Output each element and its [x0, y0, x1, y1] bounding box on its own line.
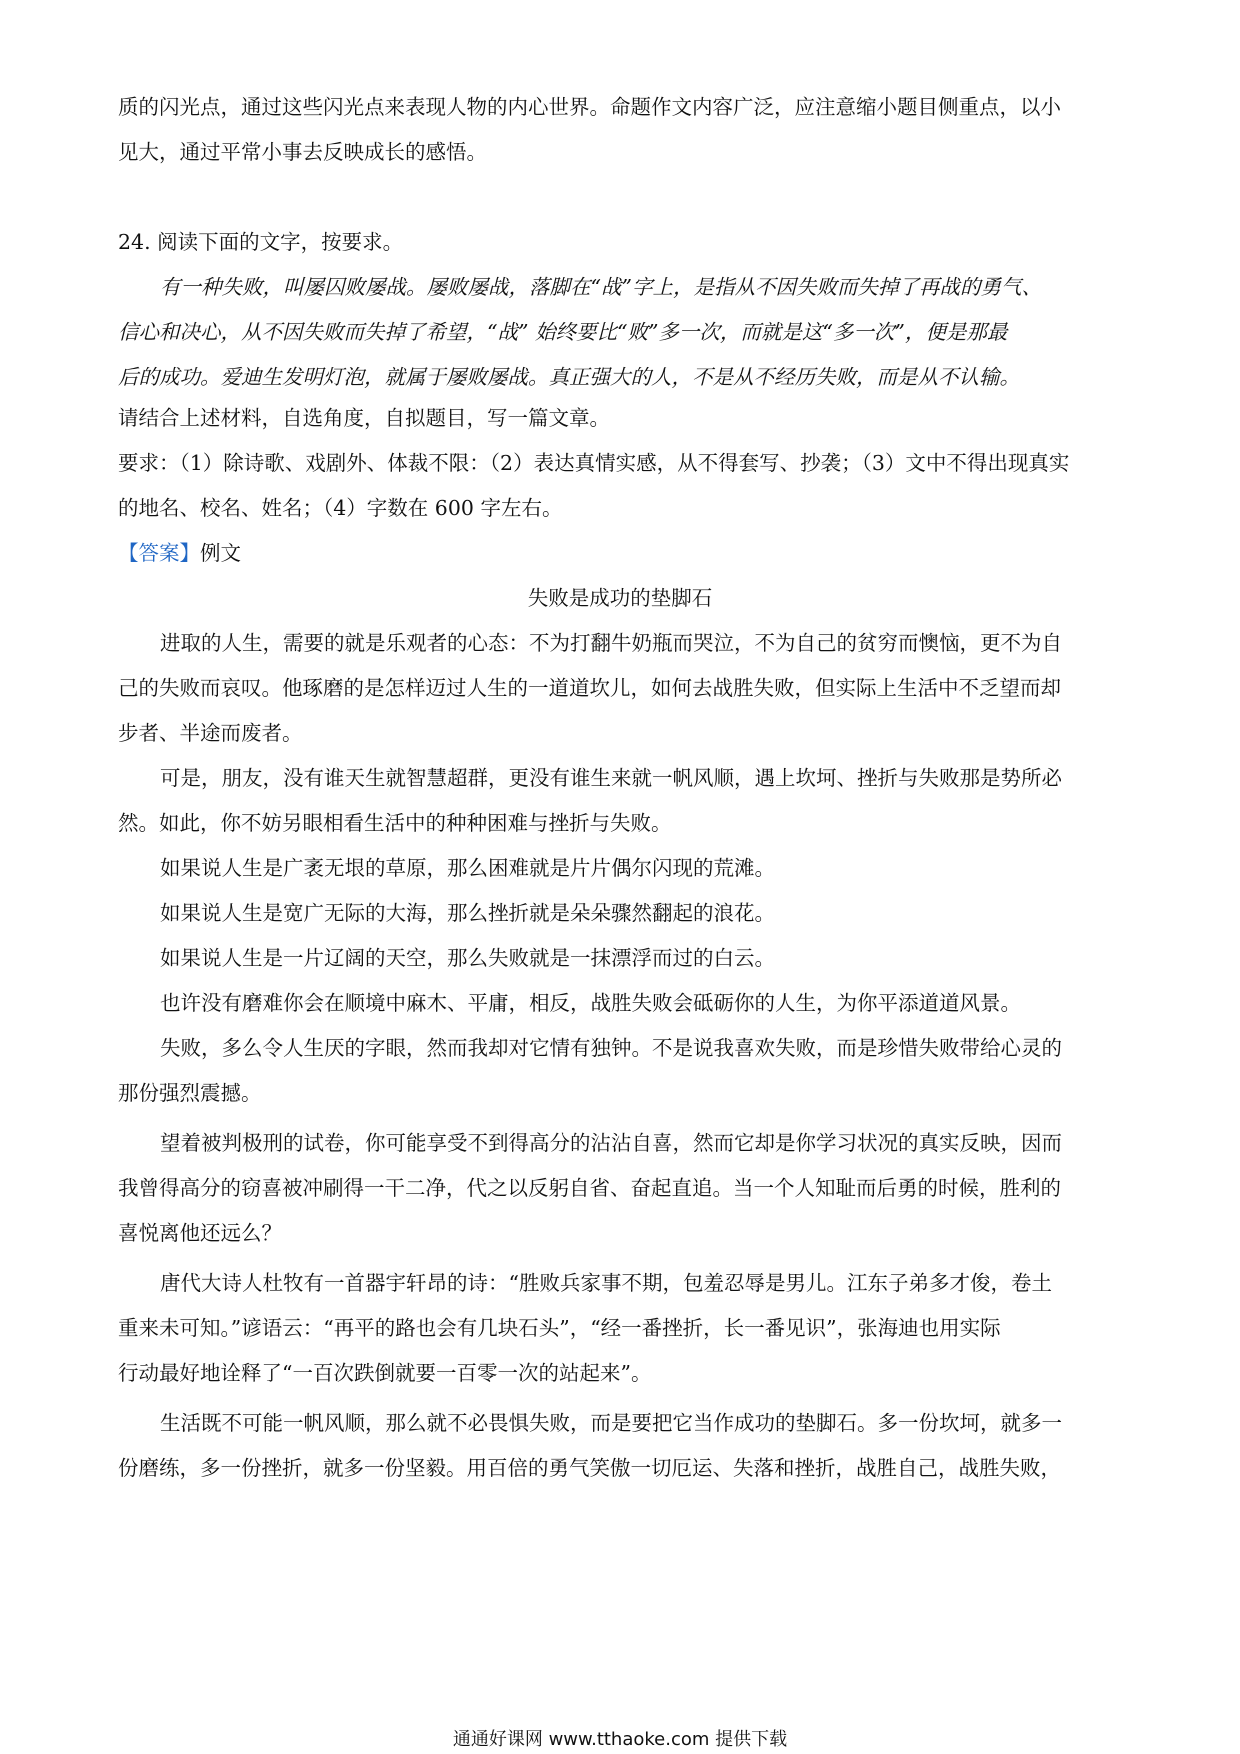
essay-line: 然。如此，你不妨另眼相看生活中的种种困难与挫折与失败。 [118, 811, 672, 835]
page-footer: 通通好课网 www.tthaoke.com 提供下载 [452, 1729, 788, 1750]
essay-line: 那份强烈震撼。 [118, 1081, 262, 1105]
essay-line: 失败，多么令人生厌的字眼，然而我却对它情有独钟。不是说我喜欢失败，而是珍惜失败带给心灵的 [160, 1036, 1062, 1060]
essay-line: 唐代大诗人杜牧有一首器宇轩昂的诗：“胜败兵家事不期，包羞忍辱是男儿。江东子弟多才俊，卷土 [160, 1271, 1052, 1295]
essay-line: 如果说人生是一片辽阔的天空，那么失败就是一抹漂浮而过的白云。 [160, 946, 775, 970]
requirements-line-1: 要求：（1）除诗歌、戏剧外、体裁不限：（2）表达真情实感，从不得套写、抄袭；（3）文中不得出现真实 [118, 451, 1070, 475]
question-heading: 24. 阅读下面的文字，按要求。 [118, 230, 404, 254]
material-line-2: 信心和决心，从不因失败而失掉了希望，“战” 始终要比“败”多一次，而就是这“多一次”，便是那最 [118, 320, 1008, 344]
essay-line: 己的失败而哀叹。他琢磨的是怎样迈过人生的一道道坎儿，如何去战胜失败，但实际上生活中不乏望而却 [118, 676, 1061, 700]
question-instruction: 请结合上述材料，自选角度，自拟题目，写一篇文章。 [118, 406, 610, 430]
essay-line: 生活既不可能一帆风顺，那么就不必畏惧失败，而是要把它当作成功的垫脚石。多一份坎坷，就多一 [160, 1411, 1062, 1435]
essay-line: 望着被判极刑的试卷，你可能享受不到得高分的沾沾自喜，然而它却是你学习状况的真实反映，因而 [160, 1131, 1062, 1155]
essay-line: 如果说人生是广袤无垠的草原，那么困难就是片片偶尔闪现的荒滩。 [160, 856, 775, 880]
essay-line: 行动最好地诠释了“一百次跌倒就要一百零一次的站起来”。 [118, 1361, 652, 1385]
essay-line: 也许没有磨难你会在顺境中麻木、平庸，相反，战胜失败会砥砺你的人生，为你平添道道风景。 [160, 991, 1021, 1015]
answer-heading [118, 538, 1128, 568]
intro-line-2: 见大，通过平常小事去反映成长的感悟。 [118, 140, 487, 164]
essay-title: 失败是成功的垫脚石 [527, 586, 713, 610]
answer-tag: 【答案】 [118, 541, 200, 565]
essay-line: 喜悦离他还远么？ [118, 1221, 282, 1245]
essay-line: 重来未可知。”谚语云：“再平的路也会有几块石头”，“经一番挫折，长一番见识”，张海迪也用实际 [118, 1316, 1001, 1340]
answer-label: 例文 [200, 541, 241, 565]
essay-line: 进取的人生，需要的就是乐观者的心态：不为打翻牛奶瓶而哭泣，不为自己的贫穷而懊恼，更不为自 [160, 631, 1062, 655]
essay-line: 份磨练，多一份挫折，就多一份坚毅。用百倍的勇气笑傲一切厄运、失落和挫折，战胜自己，战胜失败， [118, 1456, 1061, 1480]
requirements-line-2: 的地名、校名、姓名；（4）字数在 600 字左右。 [118, 496, 563, 520]
essay-line: 可是，朋友，没有谁天生就智慧超群，更没有谁生来就一帆风顺，遇上坎坷、挫折与失败那是势所必 [160, 766, 1062, 790]
material-line-1: 有一种失败，叫屡囚败屡战。屡败屡战，落脚在“战”字上，是指从不因失败而失掉了再战的勇气、 [160, 275, 1042, 299]
material-line-3: 后的成功。爱迪生发明灯泡，就属于屡败屡战。真正强大的人，不是从不经历失败，而是从不认输。 [118, 365, 1020, 389]
intro-line-1: 质的闪光点，通过这些闪光点来表现人物的内心世界。命题作文内容广泛，应注意缩小题目侧重点，以小 [118, 95, 1061, 119]
essay-line: 如果说人生是宽广无际的大海，那么挫折就是朵朵骤然翻起的浪花。 [160, 901, 775, 925]
essay-line: 步者、半途而废者。 [118, 721, 303, 745]
essay-line: 我曾得高分的窃喜被冲刷得一干二净，代之以反躬自省、奋起直追。当一个人知耻而后勇的时候，胜利的 [118, 1176, 1061, 1200]
